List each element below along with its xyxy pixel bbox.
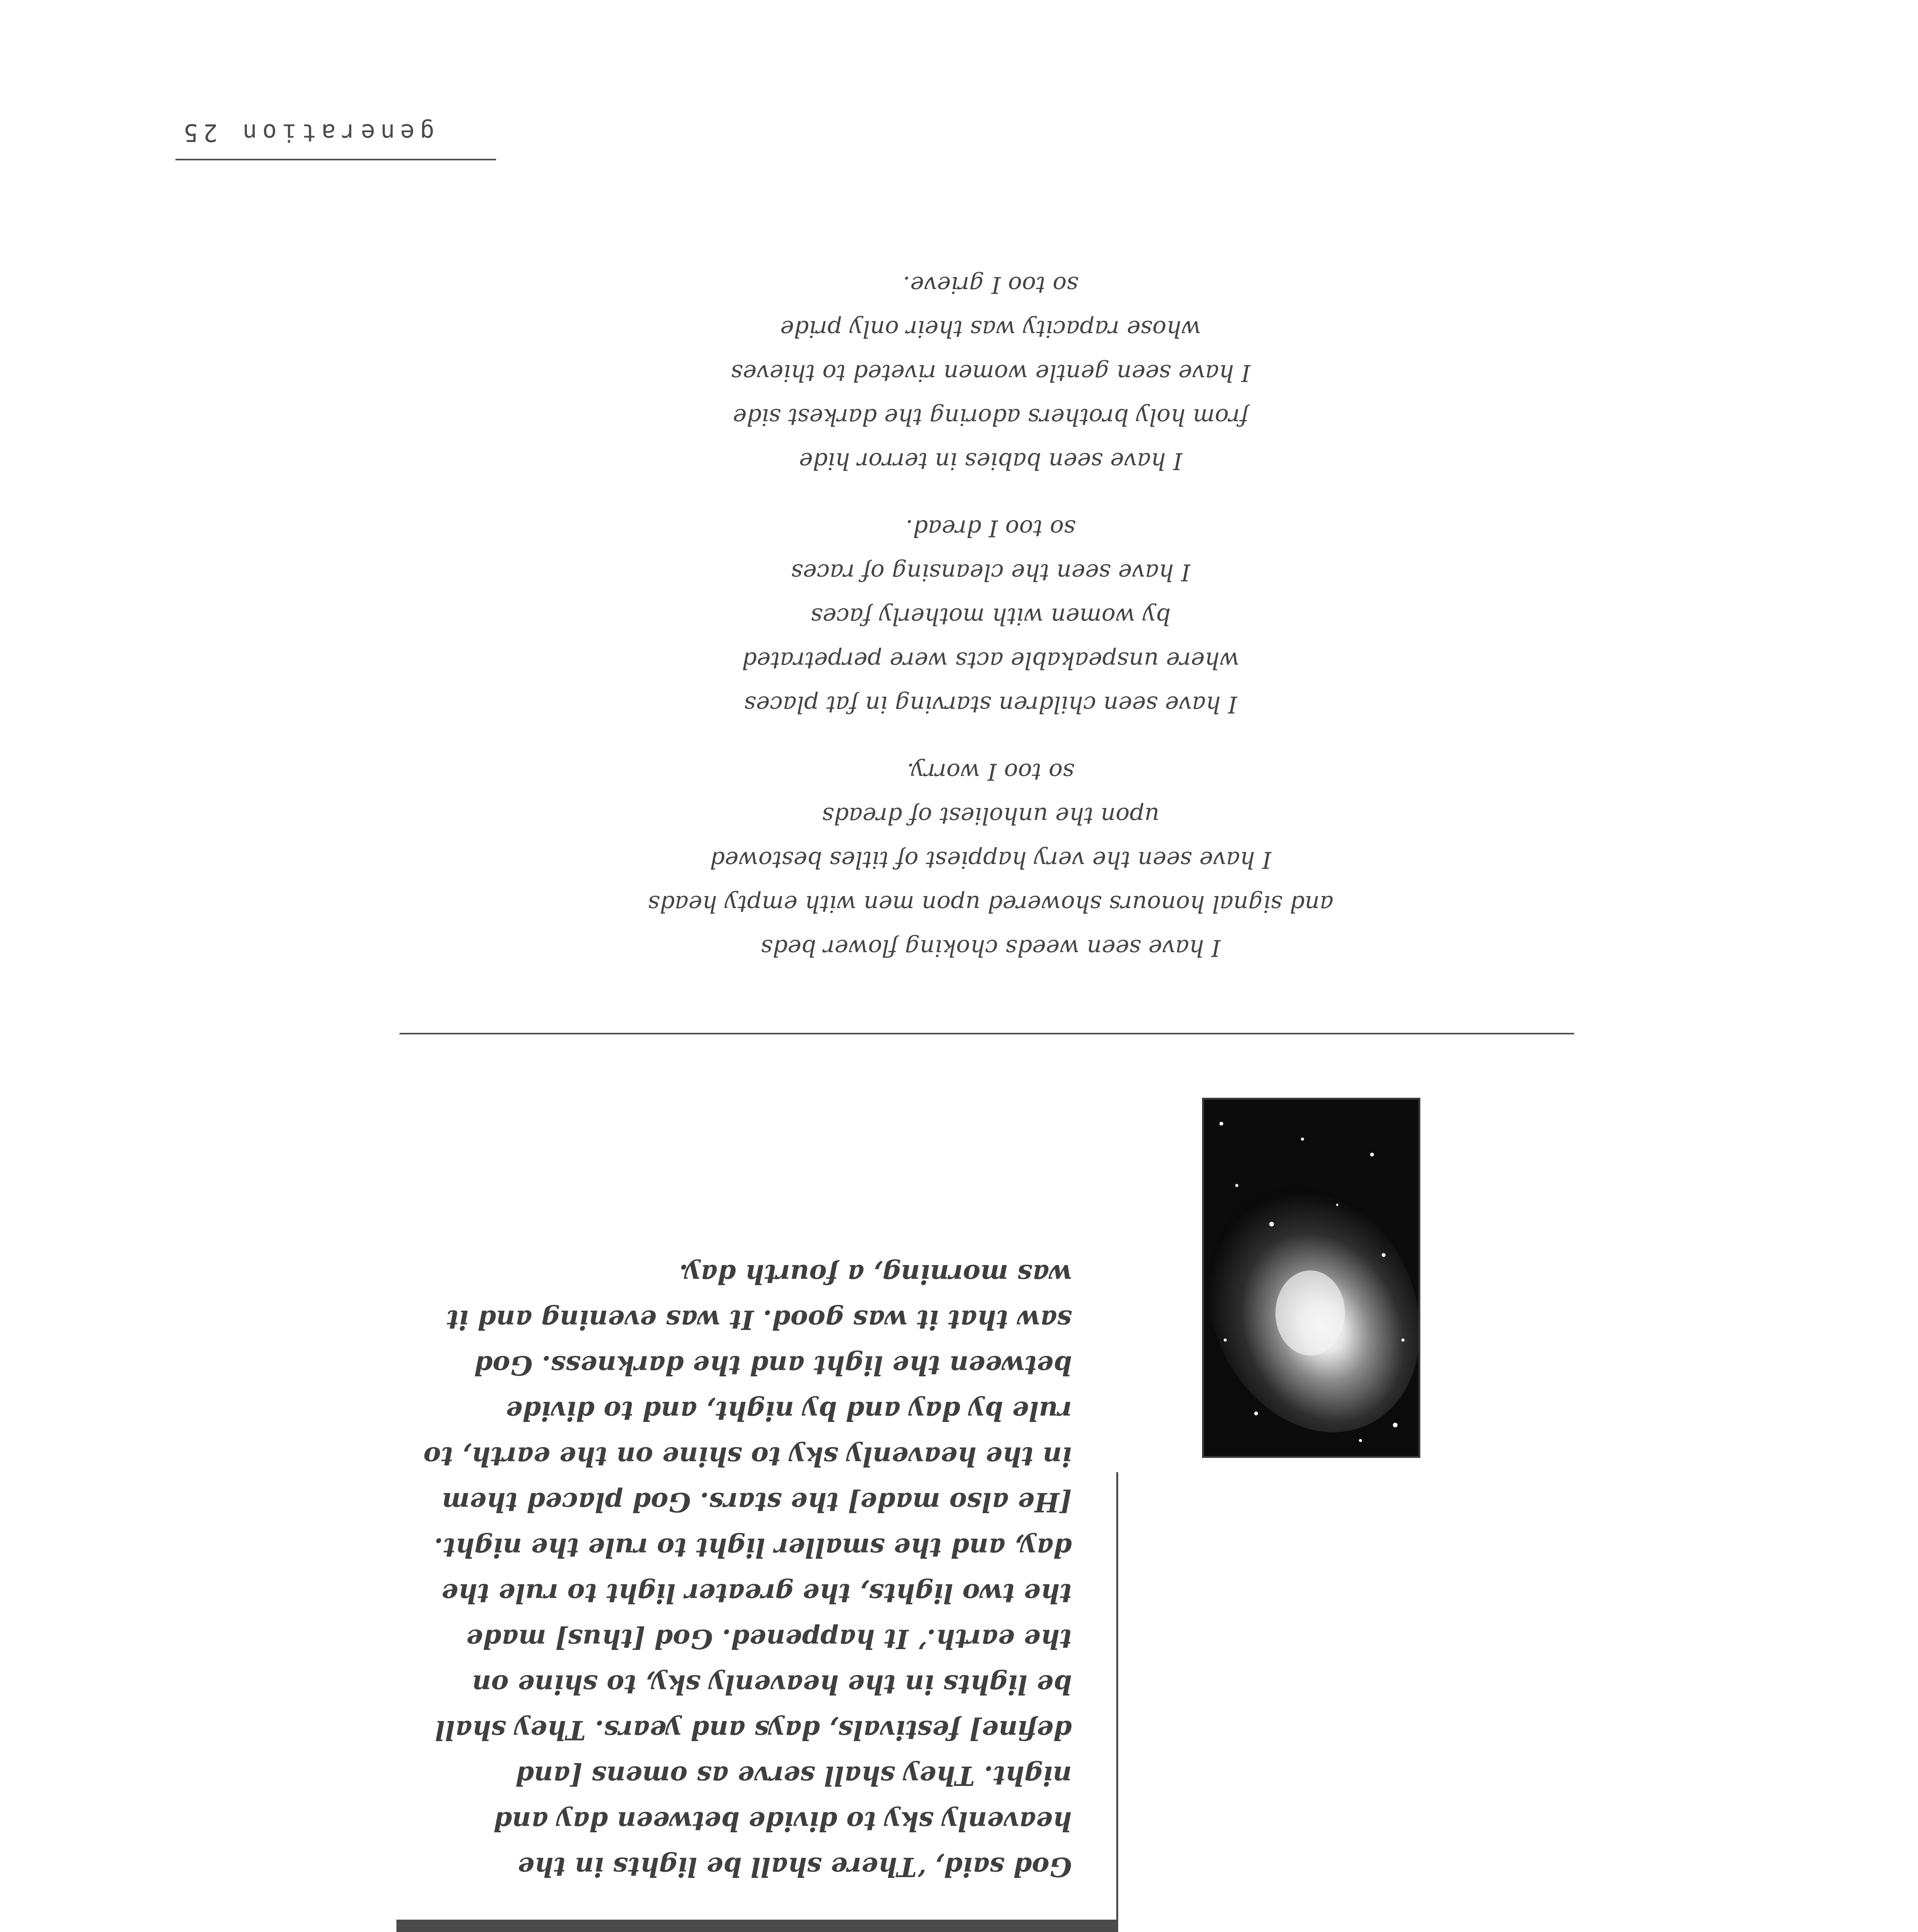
poem-line: I have seen weeds choking flower beds: [761, 934, 1221, 961]
poem-stanza: [527, 263, 1454, 483]
poem-stanza: [527, 750, 1454, 970]
thick-rule: [396, 1920, 1117, 1932]
poem-line: I have seen babies in terror hide: [799, 447, 1182, 474]
poem-line: I have seen gentle women riveted to thieves: [731, 359, 1251, 386]
poem-line: I have seen the cleansing of races: [791, 559, 1190, 586]
poem-line: whose rapacity was their only pride: [780, 315, 1201, 342]
poem-divider: [400, 1033, 1574, 1034]
scripture-paragraph: God said, ‘There shall be lights in the heavenly sky to divide between day and night. They shall serve as omens [and define] festivals, days and years. They shall be lights in the heavenly sky, to shine on the earth.’ It happened. God [thus] made the two lights, the greater light to rule the day, and the smaller light to rule the night. [He also made] the stars. God placed them in the heavenly sky to shine on the earth, to rule by day and by night, and to divide between the light and the darkness. God saw that it was good. It was evening and it was morning, a fourth day.: [423, 1259, 1072, 1882]
poem-line: I have seen the very happiest of titles bestowed: [710, 846, 1272, 873]
footer-right-text: generation 25: [178, 119, 434, 147]
poem-line: so too I grieve.: [903, 271, 1079, 298]
poem-line: upon the unholiest of dreads: [822, 802, 1160, 829]
poem-line: by women with motherly faces: [811, 603, 1171, 630]
poem-stanza: [527, 506, 1454, 726]
poem-line: from holy brothers adoring the darkest side: [733, 403, 1249, 430]
galaxy-icon: [1204, 1100, 1418, 1456]
poem: [527, 240, 1454, 970]
vertical-rule: [1116, 1472, 1118, 1932]
poem-line: so too I dread.: [905, 515, 1076, 542]
poem-line: so too I worry.: [906, 758, 1075, 785]
poem-line: I have seen children starving in fat places: [744, 691, 1238, 718]
galaxy-image: [1202, 1098, 1420, 1458]
poem-line: where unspeakable acts were perpetrated: [742, 647, 1240, 674]
footer-rule-right: [175, 159, 496, 160]
scripture-text: [423, 1251, 1072, 1889]
poem-line: and signal honours showered upon men with empty heads: [648, 890, 1334, 917]
